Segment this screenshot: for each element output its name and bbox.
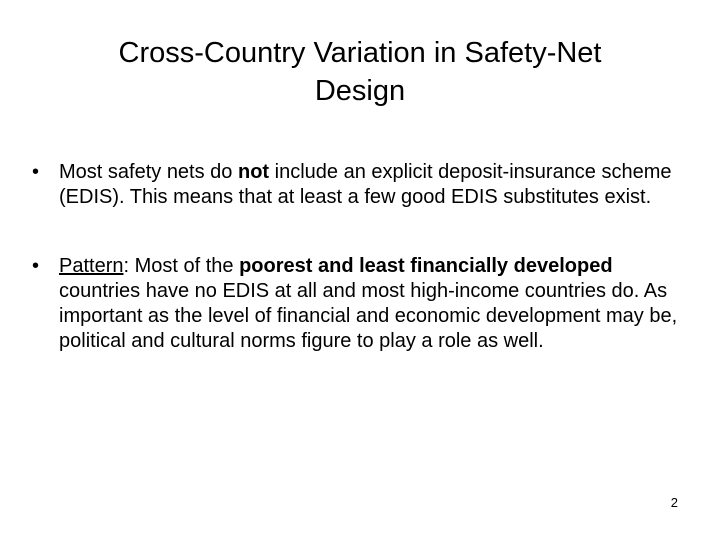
bullet-emphasis: poorest and least financially developed <box>239 255 613 277</box>
bullet-text: : Most of the <box>123 255 240 277</box>
bullet-item-edis <box>32 160 682 210</box>
bullet-text: Most safety nets do <box>59 161 238 183</box>
bullet-list <box>32 160 682 354</box>
page-number: 2 <box>670 495 678 510</box>
bullet-item-pattern <box>32 254 682 354</box>
bullet-text: include an explicit deposit-insurance scheme (EDIS). This means that at least a few good EDIS substitutes exist. <box>59 161 672 208</box>
bullet-dot-icon: • <box>32 161 40 183</box>
slide-title-line1: Cross-Country Variation in Safety-Net <box>118 37 602 69</box>
bullet-text: countries have no EDIS at all and most high-income countries do. As important as the level of financial and economic development may be, political and cultural norms figure to play a role as well. <box>59 280 678 352</box>
slide-title-line2: Design <box>314 75 406 107</box>
slide-title <box>60 34 660 110</box>
bullet-dot-icon: • <box>32 255 40 277</box>
bullet-emphasis: not <box>237 161 270 183</box>
bullet-underlined-label: Pattern <box>59 255 124 277</box>
